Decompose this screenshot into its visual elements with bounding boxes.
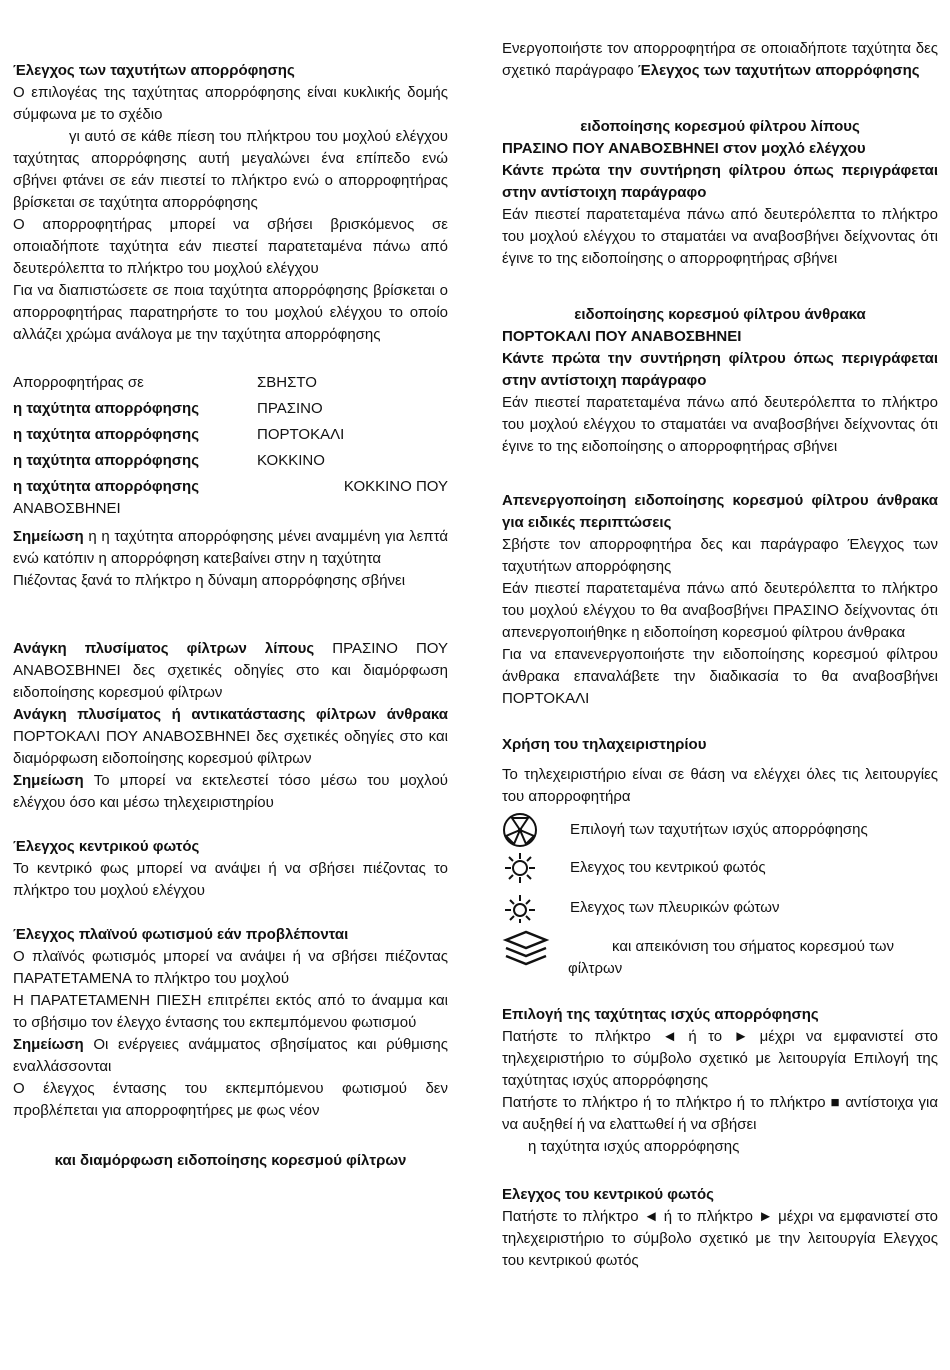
table-value: ΣΒΗΣΤΟ	[257, 374, 317, 391]
central-light-title: Ελεγχος του κεντρικού φωτός	[502, 1186, 714, 1203]
grease-bold: Ανάγκη πλυσίματος φίλτρων λίπους	[13, 640, 315, 657]
remote-title: Χρήση του τηλαχειριστηρίου	[502, 736, 707, 753]
carbon-heading: ειδοποίησης κορεσμού φίλτρου άνθρακα	[574, 306, 866, 323]
grease-instruction: Κάντε πρώτα την συντήρηση φίλτρου όπως περιγράφεται στην αντίστοιχη παράγραφο	[502, 162, 938, 201]
icon-label: και απεικόνιση του σήματος κορεσμού των φίλτρων	[568, 938, 894, 977]
fan-icon	[502, 812, 538, 848]
carbon-paragraph	[13, 704, 448, 770]
table-value-cont: ΑΝΑΒΟΣΒΗΝΕΙ	[13, 500, 121, 517]
select-speed-title: Επιλογή της ταχύτητας ισχύς απορρόφησης	[502, 1006, 819, 1023]
icon-label: Ελεγχος των πλευρικών φώτων	[570, 899, 780, 916]
note-paragraph	[13, 526, 448, 570]
list-item	[502, 810, 938, 850]
table-row	[13, 424, 448, 446]
note-label: Σημείωση	[13, 528, 84, 545]
table-row	[13, 476, 448, 498]
list-item	[502, 930, 938, 980]
grease-text: ΠΡΑΣΙΝΟ ΠΟΥ ΑΝΑΒΟΣΒΗΝΕΙ δες σχετικές οδηγίες στο και διαμόρφωση ειδοποίησης κορεσμού φίλτρων	[13, 640, 448, 701]
side-light-paragraph-1: Ο πλαϊνός φωτισμός μπορεί να ανάψει ή να σβήσει πιέζοντας ΠΑΡΑΤΕΤΑΜΕΝΑ το πλήκτρο του μοχλού	[13, 948, 448, 987]
speed-title: Έλεγχος των ταχυτήτων απορρόφησης	[13, 62, 295, 79]
icon-label: Επιλογή των ταχυτήτων ισχύς απορρόφησης	[570, 821, 868, 838]
grease-paragraph: Εάν πιεστεί παρατεταμένα πάνω από δευτερόλεπτα το πλήκτρο του μοχλού ελέγχου το σταματάει να αναβοσβήνει δείχνοντας ότι έγινε το της ειδοποίησης ο απορροφητήρας σβήνει	[502, 206, 938, 267]
note2-label: Σημείωση	[13, 772, 84, 789]
carbon-text: ΠΟΡΤΟΚΑΛΙ ΠΟΥ ΑΝΑΒΟΣΒΗΝΕΙ δες σχετικές οδηγίες στο και διαμόρφωση ειδοποίησης κορεσμού φίλτρων	[13, 728, 448, 767]
speed-paragraph-3: Ο απορροφητήρας μπορεί να σβήσει βρισκόμενος σε οποιαδήποτε ταχύτητα εάν πιεστεί παρατεταμένα πάνω από δευτερόλεπτα το πλήκτρο του μοχλού ελέγχου	[13, 216, 448, 277]
select-speed-paragraph-3: η ταχύτητα ισχύς απορρόφησης	[528, 1138, 740, 1155]
intro-paragraph	[502, 38, 938, 82]
list-item	[502, 886, 938, 930]
table-value: ΚΟΚΚΙΝΟ	[257, 452, 325, 469]
speed-paragraph-2: γι αυτό σε κάθε πίεση του πλήκτρου του μοχλού ελέγχου ταχύτητας απορρόφησης αυτή μεγαλώνει ένα επίπεδο ενώ σβήνει φτάνει σε εάν πιεστεί το πλήκτρο ενώ ο απορροφητήρας βρίσκεται σε ταχύτητα απορρόφησης	[13, 128, 448, 211]
speed-paragraph-4: Για να διαπιστώσετε σε ποια ταχύτητα απορρόφησης βρίσκεται ο απορροφητήρας παρατηρήστε το του μοχλού ελέγχου το οποίο αλλάζει χρώμα ανάλογα με την ταχύτητα απορρόφησης	[13, 282, 448, 343]
side-light-paragraph-2: Η ΠΑΡΑΤΕΤΑΜΕΝΗ ΠΙΕΣΗ επιτρέπει εκτός από το άναμμα και το σβήσιμο τον έλεγχο έντασης του εκπεμπόμενου φωτισμού	[13, 992, 448, 1031]
right-column	[502, 38, 938, 1272]
filter-icon	[502, 930, 550, 970]
side-note-label: Σημείωση	[13, 1036, 84, 1053]
table-label: η ταχύτητα απορρόφησης	[13, 400, 200, 417]
table-label: η ταχύτητα απορρόφησης	[13, 426, 200, 443]
select-speed-paragraph-1: Πατήστε το πλήκτρο ◄ ή το ► μέχρι να εμφανιστεί στο τηλεχειριστήριο το σύμβολο σχετικό με λειτουργία Επιλογή της ταχύτητας ισχύς απορρόφησης	[502, 1028, 938, 1089]
filter-section-heading: και διαμόρφωση ειδοποίησης κορεσμού φίλτρων	[54, 1152, 407, 1169]
grease-subheading: ΠΡΑΣΙΝΟ ΠΟΥ ΑΝΑΒΟΣΒΗΝΕΙ στον μοχλό ελέγχου	[502, 140, 866, 157]
deactivation-paragraph-3: Για να επανενεργοποιήστε την ειδοποίησης κορεσμού φίλτρου άνθρακα επαναλάβετε την διαδικασία το θα αναβοσβήνει ΠΟΡΤΟΚΑΛΙ	[502, 646, 938, 707]
carbon-subheading: ΠΟΡΤΟΚΑΛΙ ΠΟΥ ΑΝΑΒΟΣΒΗΝΕΙ	[502, 328, 742, 345]
list-item	[502, 850, 938, 886]
note2-paragraph	[13, 770, 448, 814]
select-speed-paragraph-2: Πατήστε το πλήκτρο ή το πλήκτρο ή το πλήκτρο ■ αντίστοιχα για να αυξηθεί ή να ελαττωθεί ή να σβήσει	[502, 1094, 938, 1133]
note-paragraph-2: Πιέζοντας ξανά το πλήκτρο η δύναμη απορρόφησης σβήνει	[13, 572, 406, 589]
deactivation-paragraph-2: Εάν πιεστεί παρατεταμένα πάνω από δευτερόλεπτα το πλήκτρο του μοχλού ελέγχου το θα αναβοσβήνει ΠΡΑΣΙΝΟ δείχνοντας ότι απενεργοποιήθηκε η ειδοποίηση κορεσμού φίλτρου άνθρακα	[502, 580, 938, 641]
remote-icon-list	[502, 810, 938, 980]
speed-paragraph-1: Ο επιλογέας της ταχύτητας απορρόφησης είναι κυκλικής δομής σύμφωνα με το σχέδιο	[13, 84, 448, 123]
side-light-title: Έλεγχος πλαϊνού φωτισμού εάν προβλέπονται	[13, 926, 349, 943]
note-text: η η ταχύτητα απορρόφησης μένει αναμμένη για λεπτά ενώ κατόπιν η απορρόφηση κατεβαίνει στην η ταχύτητα	[13, 528, 448, 567]
table-row	[13, 372, 448, 394]
side-note-text: Οι ενέργειες ανάμματος σβησίματος και ρύθμισης εναλλάσσονται	[13, 1036, 448, 1075]
side-light-icon	[502, 890, 538, 926]
light-icon	[502, 850, 538, 886]
grease-paragraph	[13, 638, 448, 704]
speed-table	[13, 372, 448, 520]
intro-bold: Έλεγχος των ταχυτήτων απορρόφησης	[637, 62, 920, 79]
deactivation-paragraph-1: Σβήστε τον απορροφητήρα δες και παράγραφο Έλεγχος των ταχυτήτων απορρόφησης	[502, 536, 938, 575]
icon-label: Ελεγχος του κεντρικού φωτός	[570, 859, 766, 876]
note2-text: Το μπορεί να εκτελεστεί τόσο μέσω του μοχλού ελέγχου όσο και μέσω τηλεχειριστηρίου	[13, 772, 448, 811]
central-light-paragraph: Πατήστε το πλήκτρο ◄ ή το πλήκτρο ► μέχρι να εμφανιστεί στο τηλεχειριστήριο το σύμβολο σχετικό με την λειτουργία Ελεγχος του κεντρικού φωτός	[502, 1208, 938, 1269]
light-title: Έλεγχος κεντρικού φωτός	[13, 838, 200, 855]
carbon-paragraph: Εάν πιεστεί παρατεταμένα πάνω από δευτερόλεπτα το πλήκτρο του μοχλού ελέγχου το σταματάει να αναβοσβήνει δείχνοντας ότι έγινε το της ειδοποίησης ο απορροφητήρας σβήνει	[502, 394, 938, 455]
light-paragraph: Το κεντρικό φως μπορεί να ανάψει ή να σβήσει πιέζοντας το πλήκτρο του μοχλού ελέγχου	[13, 860, 448, 899]
table-row	[13, 450, 448, 472]
side-light-paragraph-3: Ο έλεγχος έντασης του εκπεμπόμενου φωτισμού δεν προβλέπεται για απορροφητήρες με φως νέον	[13, 1080, 448, 1119]
table-label: η ταχύτητα απορρόφησης	[13, 452, 200, 469]
grease-heading: ειδοποίησης κορεσμού φίλτρου λίπους	[580, 118, 860, 135]
left-column	[13, 38, 448, 1172]
carbon-instruction: Κάντε πρώτα την συντήρηση φίλτρου όπως περιγράφεται στην αντίστοιχη παράγραφο	[502, 350, 938, 389]
table-row	[13, 398, 448, 420]
deactivation-title: Απενεργοποίηση ειδοποίησης κορεσμού φίλτρου άνθρακα για ειδικές περιπτώσεις	[502, 492, 938, 531]
table-value: ΚΟΚΚΙΝΟ ΠΟΥ	[343, 478, 448, 495]
carbon-bold: Ανάγκη πλυσίματος ή αντικατάστασης φίλτρων άνθρακα	[13, 706, 448, 723]
table-label: Απορροφητήρας σε	[13, 374, 144, 391]
table-value: ΠΟΡΤΟΚΑΛΙ	[257, 426, 345, 443]
remote-paragraph: Το τηλεχειριστήριο είναι σε θάση να ελέγχει όλες τις λειτουργίες του απορροφητήρα	[502, 766, 938, 805]
table-label: η ταχύτητα απορρόφησης	[13, 478, 200, 495]
side-note-paragraph	[13, 1034, 448, 1078]
intro-text: Ενεργοποιήστε τον απορροφητήρα σε οποιαδήποτε ταχύτητα δες σχετικό παράγραφο	[502, 40, 938, 79]
table-value: ΠΡΑΣΙΝΟ	[257, 400, 323, 417]
